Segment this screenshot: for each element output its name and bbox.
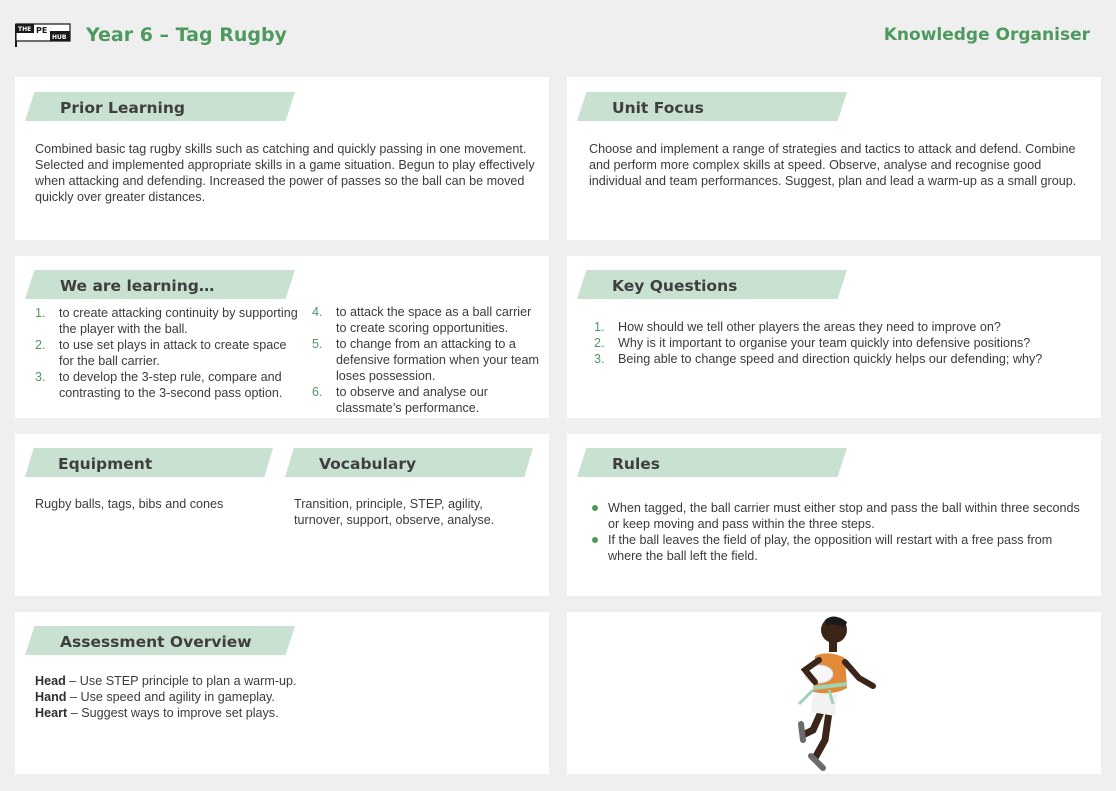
item-text: to attack the space as a ball carrier to create scoring opportunities. [336,305,532,335]
rule-text: If the ball leaves the field of play, the opposition will restart with a free pass from where the ball left the field. [608,533,1053,563]
assessment-item-hand [35,689,535,705]
unit-focus-text: Choose and implement a range of strategies and tactics to attack and defend. Combine and perform more complex skills at speed. Observe, analyse and recognise good individual and team performances. Suggest, plan and lead a warm-up as a small group. [589,142,1077,188]
key-questions-heading: Key Questions [612,277,738,295]
assessment-text: – Use STEP principle to plan a warm-up. [65,674,297,688]
rules-list [590,500,1090,564]
learning-item [312,336,542,384]
assessment-card [15,612,549,774]
item-number: 3. [594,352,605,366]
learning-list-right [312,304,542,416]
page-title: Year 6 – Tag Rugby [86,24,287,46]
rugby-player-illustration [789,612,884,774]
equipment-vocabulary-card [15,434,549,596]
rules-heading: Rules [612,455,661,473]
logo-text-hub: HUB [52,34,67,41]
assessment-item-heart [35,705,535,721]
logo-text-pe: PE [36,26,48,35]
item-number: 6. [312,385,323,399]
we-are-learning-card [15,256,549,418]
knowledge-organiser-label: Knowledge Organiser [883,25,1090,45]
equipment-text: Rugby balls, tags, bibs and cones [35,497,224,511]
illustration-card [567,612,1101,774]
key-questions-list [594,319,1094,367]
rules-card [567,434,1101,596]
assessment-text: – Use speed and agility in gameplay. [66,690,275,704]
assessment-heading: Assessment Overview [60,633,252,651]
learning-item [35,305,300,337]
assessment-label: Heart [35,706,68,720]
rule-text: When tagged, the ball carrier must either stop and pass the ball within three seconds or keep moving and pass within the three steps. [608,501,1080,531]
unit-focus-heading: Unit Focus [612,99,704,117]
item-number: 3. [35,370,46,384]
equipment-heading: Equipment [58,455,153,473]
item-number: 2. [594,336,605,350]
key-questions-card [567,256,1101,418]
learning-item [312,304,542,336]
assessment-label: Hand [35,690,67,704]
item-text: How should we tell other players the areas they need to improve on? [618,320,1001,334]
item-text: Why is it important to organise your team quickly into defensive positions? [618,336,1031,350]
item-number: 5. [312,337,323,351]
prior-learning-heading: Prior Learning [60,99,185,117]
item-text: Being able to change speed and direction quickly helps our defending; why? [618,352,1043,366]
prior-learning-text: Combined basic tag rugby skills such as catching and quickly passing in one movement. Selected and implemented appropriate skills in a game situation. Begun to play effectively when attacking and defending. Increased the power of passes so the ball can be moved quickly over greater distances. [35,142,535,204]
item-number: 2. [35,338,46,352]
logo-text-the: THE [18,26,32,33]
question-item [594,319,1094,335]
learning-item [35,369,300,401]
rule-item [590,500,1090,532]
rule-item [590,532,1090,564]
assessment-list [35,673,535,721]
unit-focus-card [567,77,1101,240]
item-number: 1. [35,306,46,320]
item-text: to change from an attacking to a defensive formation when your team loses possession. [336,337,540,383]
assessment-text: – Suggest ways to improve set plays. [67,706,279,720]
learning-item [312,384,542,416]
item-number: 4. [312,305,323,319]
bullet-dot-icon [592,537,598,543]
vocabulary-heading: Vocabulary [319,455,417,473]
learning-item [35,337,300,369]
item-text: to use set plays in attack to create space for the ball carrier. [59,338,287,368]
item-text: to develop the 3-step rule, compare and contrasting to the 3-second pass option. [59,370,283,400]
vocabulary-text: Transition, principle, STEP, agility, turnover, support, observe, analyse. [294,497,495,527]
assessment-item-head [35,673,535,689]
item-text: to create attacking continuity by supporting the player with the ball. [59,306,298,336]
prior-learning-card [15,77,549,240]
item-number: 1. [594,320,605,334]
bullet-dot-icon [592,505,598,511]
learning-list-left [35,305,300,401]
item-text: to observe and analyse our classmate’s performance. [336,385,488,415]
question-item [594,335,1094,351]
question-item [594,351,1094,367]
assessment-label: Head [35,674,66,688]
we-are-learning-heading: We are learning… [60,277,215,295]
pe-hub-logo [14,22,72,48]
